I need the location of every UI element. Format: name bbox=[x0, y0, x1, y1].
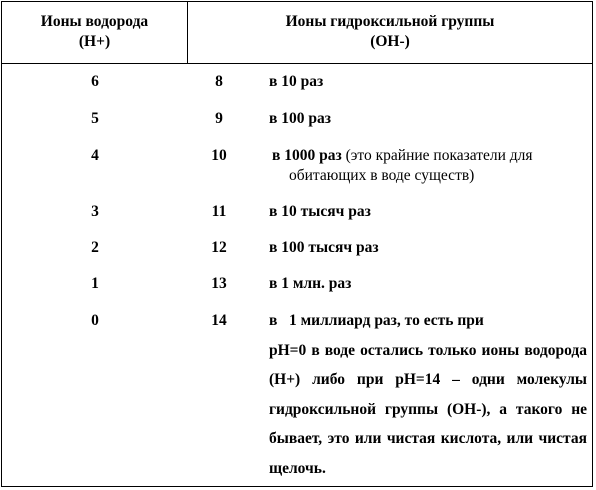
ratio-description-rest: pH=0 в воде остались только ионы водорода (H+) либо при pH=14 – одни молекулы гидроксильной группы (OH-), а такого не бывает, это или чистая кислота, или чистая щелочь. bbox=[269, 341, 587, 477]
oh-value: 13 bbox=[211, 275, 227, 292]
oh-value: 11 bbox=[211, 203, 227, 220]
h-value: 2 bbox=[91, 239, 99, 256]
ratio-note-part1: (это крайние показатели для bbox=[341, 147, 533, 164]
ratio-note-part2: обитающих в воде существ) bbox=[289, 167, 475, 184]
oh-value: 14 bbox=[211, 312, 227, 329]
header-hydrogen-symbol: (H+) bbox=[78, 33, 111, 50]
header-hydroxyl-ions bbox=[188, 12, 592, 52]
header-hydrogen-title: Ионы водорода bbox=[40, 13, 149, 30]
h-value: 0 bbox=[91, 312, 99, 329]
ratio-description: в 100 тысяч раз bbox=[269, 239, 379, 256]
h-value: 6 bbox=[91, 73, 99, 90]
ratio-description-long bbox=[269, 306, 587, 483]
ratio-description: в 10 раз bbox=[269, 73, 324, 90]
ph-ion-table bbox=[1, 1, 593, 487]
header-hydroxyl-symbol: (OH-) bbox=[370, 33, 410, 50]
h-value: 5 bbox=[91, 110, 99, 127]
ratio-description: в 10 тысяч раз bbox=[269, 203, 371, 220]
h-value: 3 bbox=[91, 203, 99, 220]
oh-value: 8 bbox=[215, 73, 223, 90]
header-hydrogen-ions bbox=[2, 12, 187, 52]
h-value: 1 bbox=[91, 275, 99, 292]
ratio-description bbox=[272, 146, 590, 186]
ratio-description: в 100 раз bbox=[269, 110, 331, 127]
oh-value: 12 bbox=[211, 239, 227, 256]
ratio-bold-part: в 1000 раз bbox=[272, 147, 342, 164]
oh-value: 10 bbox=[211, 147, 227, 164]
header-hydroxyl-title: Ионы гидроксильной группы bbox=[285, 13, 495, 30]
ratio-description: в 1 млн. раз bbox=[269, 275, 352, 292]
h-value: 4 bbox=[91, 147, 99, 164]
oh-value: 9 bbox=[215, 110, 223, 127]
ratio-description-line1: в 1 миллиард раз, то есть при bbox=[269, 312, 484, 329]
table-header bbox=[2, 2, 592, 64]
